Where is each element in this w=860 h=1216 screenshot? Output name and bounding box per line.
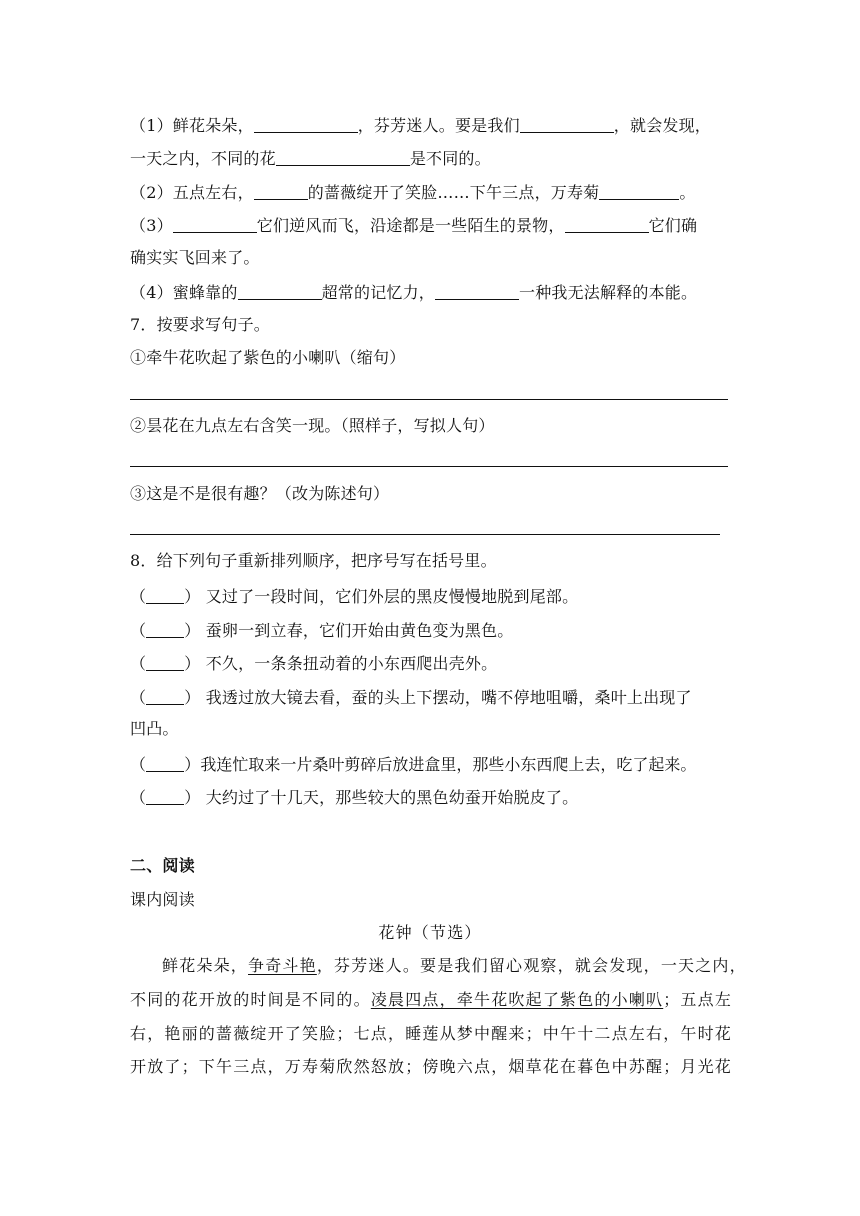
passage-text: 鲜花朵朵， bbox=[162, 956, 249, 975]
q6-item3-line2 bbox=[130, 248, 260, 268]
q6-item1-text-e: 是不同的。 bbox=[409, 149, 491, 168]
q7-sentence-3: ③这是不是很有趣？（改为陈述句） bbox=[130, 484, 390, 503]
q7-heading: 7．按要求写句子。 bbox=[130, 315, 270, 334]
paren-close: ） bbox=[184, 788, 201, 807]
q6-item3-text-c: 它们确 bbox=[648, 216, 698, 235]
passage-underlined: 凌晨四点，牵牛花吹起了紫色的小喇叭 bbox=[370, 990, 664, 1009]
answer-line-2[interactable] bbox=[130, 466, 728, 467]
paren-open: （ bbox=[130, 755, 147, 774]
passage-title: 花钟（节选） bbox=[378, 923, 482, 942]
section-heading: 二、阅读 bbox=[130, 856, 195, 875]
q6-item1-line2 bbox=[130, 147, 491, 169]
passage-text: ；五点左 bbox=[663, 990, 733, 1009]
order-blank[interactable] bbox=[146, 654, 184, 671]
q6-item2-text-c: 。 bbox=[679, 183, 696, 202]
passage-line-1 bbox=[162, 956, 747, 976]
q6-item1-text-d: 一天之内，不同的花 bbox=[130, 149, 276, 168]
q6-item3-text-a: （3） bbox=[130, 216, 173, 235]
q6-item1-text-a: （1）鲜花朵朵， bbox=[130, 116, 254, 135]
passage-line-4: 开放了；下午三点，万寿菊欣然怒放；傍晚六点，烟草花在暮色中苏醒；月光花 bbox=[130, 1057, 733, 1076]
answer-line-3[interactable] bbox=[130, 534, 720, 535]
passage-text: ，芬芳迷人。要是我们留心观察，就会发现，一天之内， bbox=[316, 956, 747, 975]
paren-close: ） bbox=[184, 688, 201, 707]
q6-item2-text-a: （2）五点左右， bbox=[130, 183, 254, 202]
q6-item1-line1 bbox=[130, 114, 711, 136]
paren-close: ） bbox=[184, 755, 201, 774]
q8-item-2 bbox=[130, 619, 514, 641]
answer-blank[interactable] bbox=[599, 183, 679, 200]
answer-blank[interactable] bbox=[276, 149, 410, 166]
q8-item-text: 大约过了十几天，那些较大的黑色幼蚕开始脱皮了。 bbox=[205, 788, 579, 807]
q8-item-text: 不久，一条条扭动着的小东西爬出壳外。 bbox=[205, 654, 498, 673]
q6-item4-text-b: 超常的记忆力， bbox=[321, 283, 435, 302]
q8-item-1 bbox=[130, 585, 578, 607]
answer-blank[interactable] bbox=[520, 116, 614, 133]
q6-item4-text-c: 一种我无法解释的本能。 bbox=[519, 283, 698, 302]
paren-close: ） bbox=[184, 587, 201, 606]
order-blank[interactable] bbox=[146, 587, 184, 604]
passage-line-3: 右，艳丽的蔷薇绽开了笑脸；七点，睡莲从梦中醒来；中午十二点左右，午时花 bbox=[130, 1024, 733, 1043]
q8-item-4-cont: 凹凸。 bbox=[130, 719, 179, 738]
answer-blank[interactable] bbox=[435, 283, 519, 300]
order-blank[interactable] bbox=[146, 755, 184, 772]
passage-underlined: 争奇斗艳 bbox=[248, 956, 317, 975]
q6-item3-text-b: 它们逆风而飞，沿途都是一些陌生的景物， bbox=[256, 216, 565, 235]
q6-item1-text-b: ，芬芳迷人。要是我们 bbox=[357, 116, 520, 135]
q6-item4 bbox=[130, 281, 697, 303]
q6-item3-line1 bbox=[130, 214, 697, 236]
section-subheading: 课内阅读 bbox=[130, 890, 195, 909]
q8-item-text: 又过了一段时间，它们外层的黑皮慢慢地脱到尾部。 bbox=[205, 587, 579, 606]
q6-item3-text-d: 确实实飞回来了。 bbox=[130, 248, 260, 267]
answer-blank[interactable] bbox=[173, 216, 257, 233]
q6-item4-text-a: （4）蜜蜂靠的 bbox=[130, 283, 238, 302]
q8-item-text: 蚕卵一到立春，它们开始由黄色变为黑色。 bbox=[205, 621, 514, 640]
q8-heading: 8．给下列句子重新排列顺序，把序号写在括号里。 bbox=[130, 551, 497, 570]
q8-item-4 bbox=[130, 686, 692, 708]
passage-line-2 bbox=[130, 990, 732, 1010]
answer-blank[interactable] bbox=[254, 116, 358, 133]
paren-open: （ bbox=[130, 587, 147, 606]
q6-item2 bbox=[130, 181, 696, 203]
paren-open: （ bbox=[130, 688, 147, 707]
paren-open: （ bbox=[130, 621, 147, 640]
q8-item-text: 我透过放大镜去看，蚕的头上下摆动，嘴不停地咀嚼，桑叶上出现了 bbox=[205, 688, 692, 707]
q6-item1-text-c: ，就会发现， bbox=[613, 116, 711, 135]
paren-close: ） bbox=[184, 621, 201, 640]
q6-item2-text-b: 的蔷薇绽开了笑脸……下午三点，万寿菊 bbox=[307, 183, 600, 202]
q8-item-3 bbox=[130, 652, 497, 674]
q7-sentence-1: ①牵牛花吹起了紫色的小喇叭（缩句） bbox=[130, 348, 406, 367]
order-blank[interactable] bbox=[146, 621, 184, 638]
answer-blank[interactable] bbox=[565, 216, 649, 233]
order-blank[interactable] bbox=[146, 788, 184, 805]
paren-open: （ bbox=[130, 654, 147, 673]
paren-open: （ bbox=[130, 788, 147, 807]
answer-blank[interactable] bbox=[254, 183, 308, 200]
answer-line-1[interactable] bbox=[130, 399, 728, 400]
paren-close: ） bbox=[184, 654, 201, 673]
q8-item-5 bbox=[130, 753, 696, 775]
passage-text: 不同的花开放的时间是不同的。 bbox=[130, 990, 371, 1009]
q7-sentence-2: ②昙花在九点左右含笑一现。（照样子，写拟人句） bbox=[130, 416, 495, 435]
order-blank[interactable] bbox=[146, 688, 184, 705]
answer-blank[interactable] bbox=[238, 283, 322, 300]
q8-item-text: 我连忙取来一片桑叶剪碎后放进盒里，那些小东西爬上去，吃了起来。 bbox=[200, 755, 697, 774]
q8-item-6 bbox=[130, 786, 578, 808]
